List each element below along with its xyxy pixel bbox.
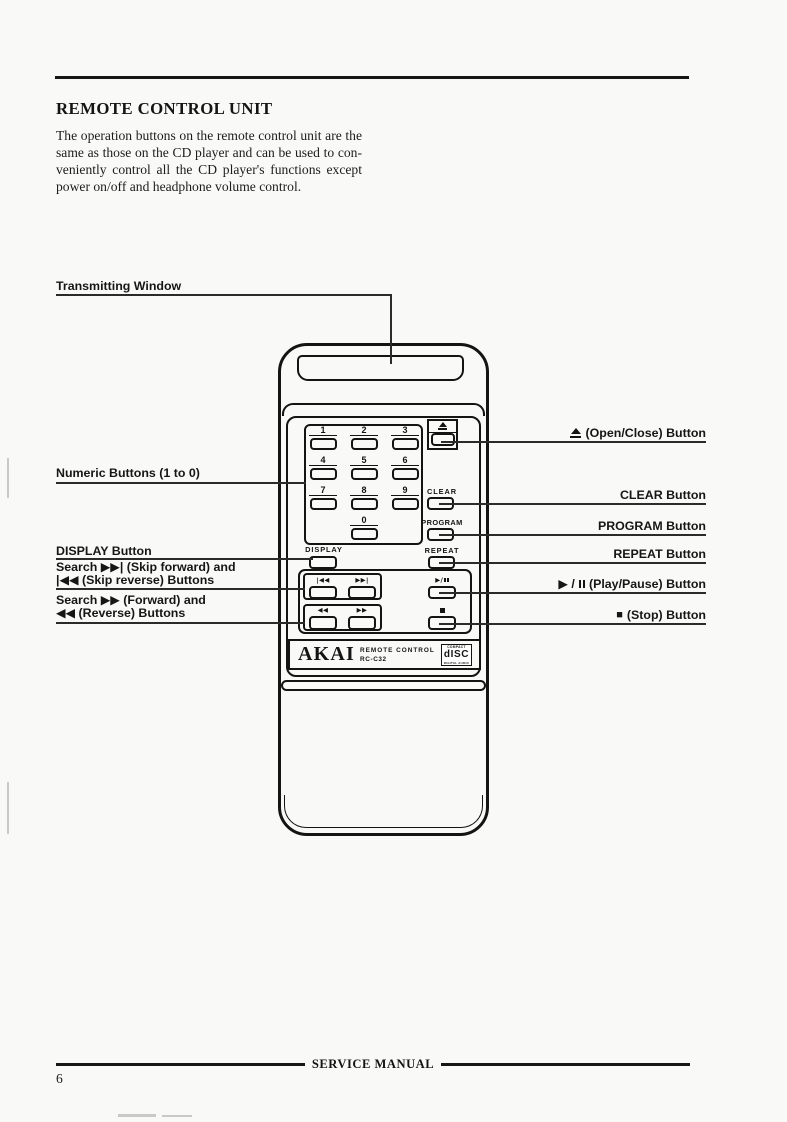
digit-9-label: 9 (391, 485, 419, 496)
scan-artifact (118, 1114, 156, 1117)
skip-forward-button (348, 586, 376, 600)
search-reverse-icon: ◀◀ (317, 606, 329, 614)
footer-rule-left (56, 1063, 305, 1066)
digit-1-label: 1 (309, 425, 337, 436)
page-title: REMOTE CONTROL UNIT (56, 99, 273, 118)
leader-transmitting (56, 294, 391, 296)
callout-repeat (613, 547, 706, 561)
body-line: veniently control all the CD player's functions except (56, 162, 362, 177)
scan-artifact (7, 458, 9, 498)
page-number: 6 (56, 1071, 63, 1086)
clear-label: CLEAR (427, 487, 457, 496)
leader-transmitting-drop (390, 294, 392, 364)
eject-icon (570, 428, 582, 438)
digit-6-label: 6 (391, 455, 419, 466)
digit-1 (309, 425, 337, 450)
digit-8-button (351, 498, 378, 511)
leader-search (56, 622, 305, 624)
repeat-label: REPEAT (424, 546, 460, 555)
callout-skip-line2: |◀◀ (Skip reverse) Buttons (56, 573, 215, 587)
digit-8 (350, 485, 378, 510)
callout-repeat-text: REPEAT Button (613, 547, 706, 561)
digit-5 (350, 455, 378, 480)
callout-open-close-text: (Open/Close) Button (585, 426, 706, 440)
digit-6 (391, 455, 419, 480)
scan-artifact (7, 782, 9, 834)
leader-stop (439, 623, 706, 625)
play-pause-icon (427, 576, 457, 584)
footer (56, 1057, 690, 1072)
callout-stop (616, 608, 706, 622)
remote-bottom-inner-line (284, 795, 483, 828)
eject-icon (429, 421, 456, 433)
digit-5-label: 5 (350, 455, 378, 466)
leader-clear (439, 503, 706, 505)
digit-5-button (351, 468, 378, 481)
callout-display-button: DISPLAY Button (56, 544, 152, 558)
digit-0 (350, 515, 378, 540)
callout-search-line2: ◀◀ (Reverse) Buttons (56, 606, 186, 620)
digit-2 (350, 425, 378, 450)
top-rule (55, 76, 689, 79)
scan-artifact (162, 1115, 192, 1117)
digit-3-button (392, 438, 419, 451)
digit-9 (391, 485, 419, 510)
body-line: power on/off and headphone volume control. (56, 179, 302, 194)
digit-2-label: 2 (350, 425, 378, 436)
stop-icon: ■ (616, 609, 623, 621)
digit-7-button (310, 498, 337, 511)
digit-6-button (392, 468, 419, 481)
leader-repeat (439, 562, 706, 564)
leader-play-pause (439, 592, 706, 594)
display-label: DISPLAY (305, 545, 343, 554)
callout-numeric-buttons: Numeric Buttons (1 to 0) (56, 466, 200, 480)
brand-sub-line1: REMOTE CONTROL (360, 646, 435, 654)
leader-open-close (441, 441, 706, 443)
search-forward-icon: ▶▶ (356, 606, 368, 614)
skip-forward-icon: ▶▶| (355, 575, 369, 584)
open-close-button (431, 433, 455, 446)
body-line: The operation buttons on the remote control unit are the (56, 128, 362, 143)
callout-skip-line1: Search ▶▶| (Skip forward) and (56, 560, 236, 574)
digit-2-button (351, 438, 378, 451)
callout-clear-text: CLEAR Button (619, 488, 706, 502)
akai-logo: AKAI (298, 643, 356, 665)
display-button (309, 556, 337, 569)
callout-program (598, 519, 706, 533)
callout-stop-text: (Stop) Button (626, 608, 706, 622)
digit-1-button (310, 438, 337, 451)
pause-icon (444, 578, 448, 583)
callout-search-line1: Search ▶▶ (Forward) and (56, 593, 206, 607)
digit-3-label: 3 (391, 425, 419, 436)
digit-7-label: 7 (309, 485, 337, 496)
leader-skip (56, 588, 305, 590)
cd-logo-bottom: DIGITAL AUDIO (443, 660, 470, 665)
pause-icon (579, 580, 585, 589)
digit-4-button (310, 468, 337, 481)
cd-logo-top: COMPACT (447, 644, 466, 649)
footer-rule-right (441, 1063, 690, 1066)
footer-text: SERVICE MANUAL (311, 1057, 435, 1071)
search-forward-button (348, 616, 376, 630)
body-line: same as those on the CD player and can be used to con- (56, 145, 362, 160)
play-slash-glyph: ▶/ (435, 576, 444, 584)
play-icon: ▶ / (558, 577, 575, 591)
remote-lower-seam (281, 680, 486, 691)
digit-0-label: 0 (350, 515, 378, 526)
digit-0-button (351, 528, 378, 541)
brand-sub (360, 647, 435, 663)
remote-upper-seam (282, 403, 485, 416)
callout-clear (620, 488, 706, 502)
cd-logo-mid: dISC (443, 649, 470, 660)
digit-9-button (392, 498, 419, 511)
program-label: PROGRAM (421, 518, 463, 527)
skip-reverse-icon: |◀◀ (316, 575, 330, 584)
callout-transmitting-window: Transmitting Window (56, 279, 182, 293)
callout-play-pause (558, 577, 706, 591)
callout-play-pause-text: (Play/Pause) Button (588, 577, 706, 591)
callout-open-close (570, 426, 706, 440)
transmitting-window (297, 355, 464, 381)
compact-disc-logo (441, 644, 472, 666)
digit-8-label: 8 (350, 485, 378, 496)
search-reverse-button (309, 616, 337, 630)
leader-numeric (56, 482, 306, 484)
callout-program-text: PROGRAM Button (597, 519, 706, 533)
brand-sub-line2: RC-C32 (360, 655, 387, 663)
digit-4 (309, 455, 337, 480)
leader-program (439, 534, 706, 536)
stop-icon (440, 608, 445, 613)
digit-4-label: 4 (309, 455, 337, 466)
brand-plate (288, 639, 481, 670)
digit-7 (309, 485, 337, 510)
digit-3 (391, 425, 419, 450)
skip-reverse-button (309, 586, 337, 600)
